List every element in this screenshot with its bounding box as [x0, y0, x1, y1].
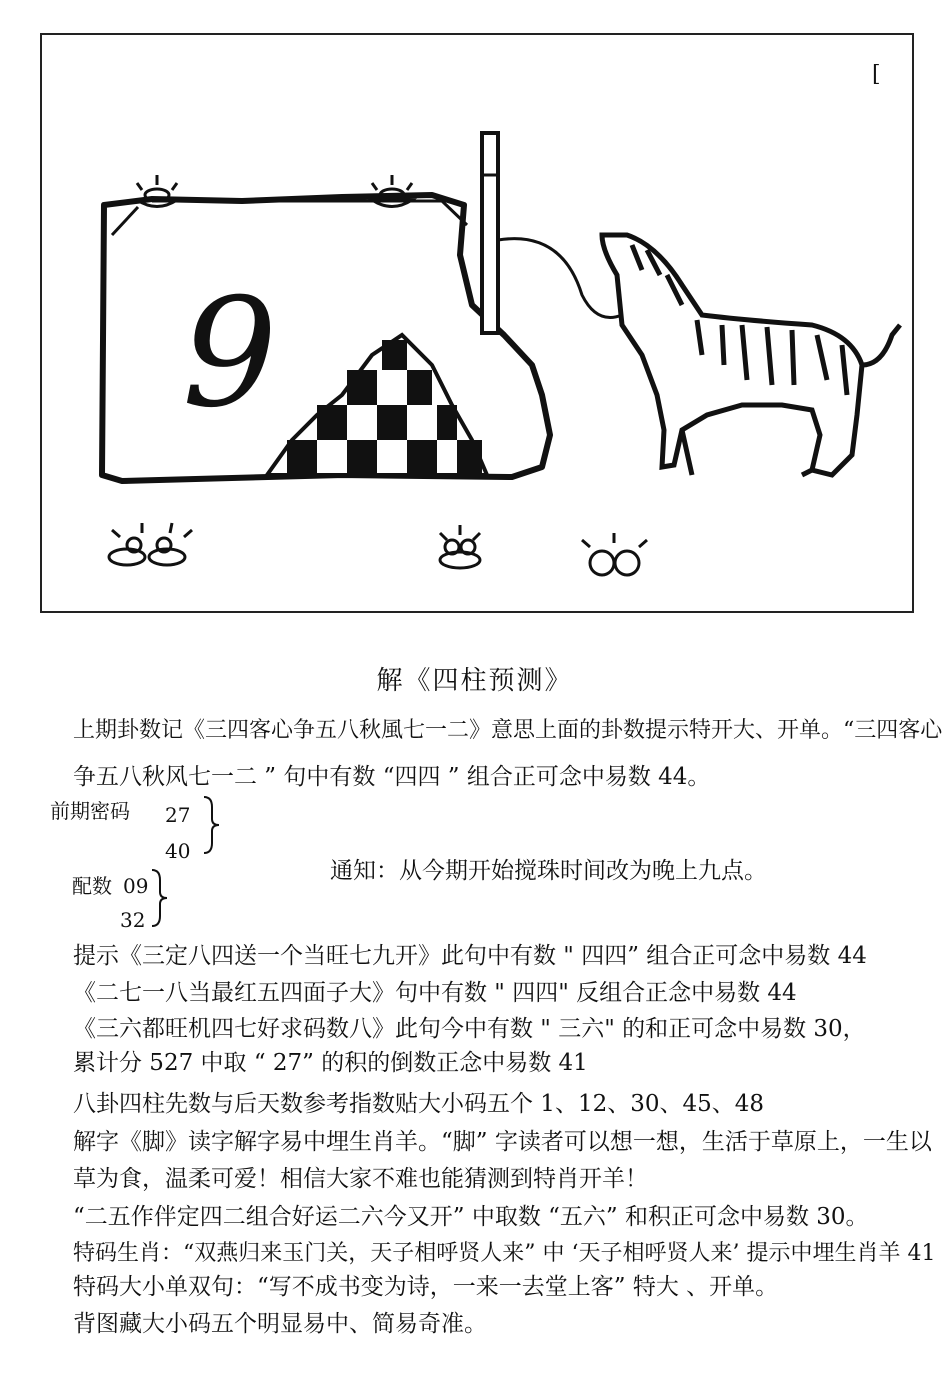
paragraph-line: 八卦四柱先数与后天数参考指数贴大小码五个 1、12、30、45、48 — [73, 1091, 765, 1117]
paragraph-line: 《三六都旺机四七好求码数八》此句今中有数 " 三六" 的和正可念中易数 30， — [73, 1016, 866, 1042]
rock-zebra-illustration — [42, 35, 912, 611]
paragraph-line: 解字《脚》读字解字易中埋生肖羊。“脚” 字读者可以想一想，生活于草原上，一生以 — [73, 1129, 932, 1155]
bowl-icon — [109, 523, 647, 575]
previous-code-value: 40 — [165, 839, 191, 863]
paragraph-line: 上期卦数记《三四客心争五八秋風七一二》意思上面的卦数提示特开大、开单。“三四客心 — [73, 718, 943, 743]
corner-mark: [ — [872, 62, 881, 87]
illustration-frame — [40, 33, 914, 613]
pairing-value: 32 — [120, 908, 146, 932]
paragraph-line: 累计分 527 中取 “ 27” 的积的倒数正念中易数 41 — [73, 1050, 588, 1076]
notice: 通知：从今期开始搅珠时间改为晚上九点。 — [330, 858, 767, 884]
paragraph-line: 争五八秋风七一二 ” 句中有数 “四四 ” 组合正可念中易数 44。 — [73, 764, 711, 790]
brace-icon — [200, 795, 222, 855]
zebra — [602, 235, 900, 475]
page-title: 解《四柱预测》 — [376, 666, 573, 696]
paragraph-line: 特码生肖：“双燕归来玉门关，天子相呼贤人来” 中 ‘天子相呼贤人来’ 提示中埋生肖羊 41 — [73, 1241, 936, 1266]
checkered-hole — [267, 335, 487, 475]
paragraph-line: 特码大小单双句：“写不成书变为诗，一来一去堂上客” 特大 、开单。 — [73, 1274, 779, 1300]
pole — [482, 133, 498, 333]
pairing-label: 配数 — [72, 874, 112, 898]
previous-code-value: 27 — [165, 803, 191, 827]
paragraph-line: “二五作伴定四二组合好运二六今又开” 中取数 “五六” 和积正可念中易数 30。 — [73, 1204, 869, 1230]
paragraph-line: 提示《三定八四送一个当旺七九开》此句中有数 " 四四” 组合正可念中易数 44 — [73, 943, 867, 969]
paragraph-line: 草为食，温柔可爱！相信大家不难也能猜测到特肖开羊！ — [73, 1166, 648, 1192]
pairing-value: 09 — [123, 874, 149, 898]
brace-icon — [148, 868, 170, 928]
previous-codes-label: 前期密码 — [50, 799, 130, 823]
rock-number: 9 — [182, 267, 278, 441]
paragraph-line: 《二七一八当最红五四面子大》句中有数 " 四四" 反组合正念中易数 44 — [73, 980, 797, 1006]
paragraph-line: 背图藏大小码五个明显易中、简易奇准。 — [73, 1311, 487, 1337]
